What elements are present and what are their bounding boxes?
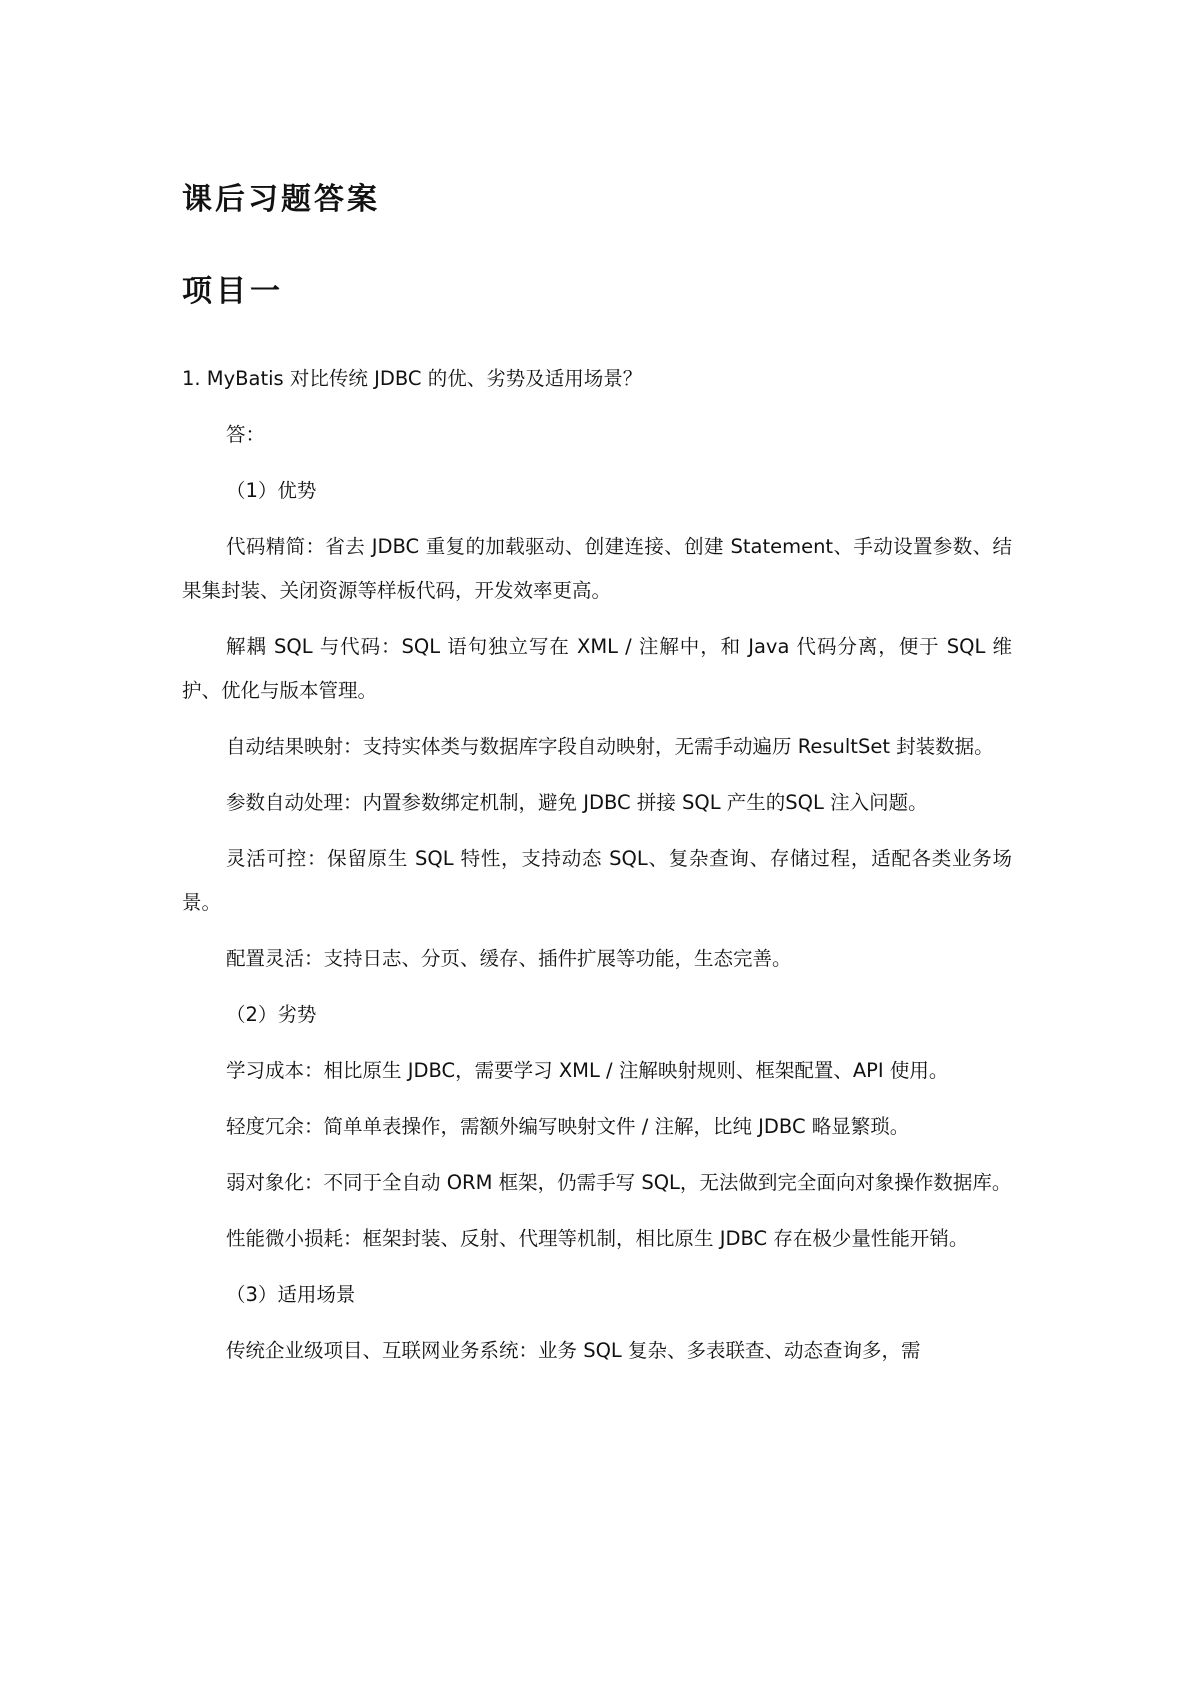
advantage-item: 解耦 SQL 与代码：SQL 语句独立写在 XML / 注解中，和 Java 代码分离，便于 SQL 维护、优化与版本管理。 <box>182 635 1012 702</box>
document-body <box>182 357 1012 1385</box>
advantage-item: 参数自动处理：内置参数绑定机制，避免 JDBC 拼接 SQL 产生的SQL 注入问题。 <box>226 791 928 814</box>
section-heading: 项目一 <box>182 274 284 309</box>
scenario-item: 传统企业级项目、互联网业务系统：业务 SQL 复杂、多表联查、动态查询多，需 <box>226 1339 921 1362</box>
scenarios-heading: （3）适用场景 <box>226 1283 356 1306</box>
advantage-item: 灵活可控：保留原生 SQL 特性，支持动态 SQL、复杂查询、存储过程，适配各类业务场景。 <box>182 847 1012 914</box>
advantage-item: 配置灵活：支持日志、分页、缓存、插件扩展等功能，生态完善。 <box>226 947 792 970</box>
disadvantages-heading: （2）劣势 <box>226 1003 317 1026</box>
advantages-heading: （1）优势 <box>226 479 317 502</box>
advantage-item: 代码精简：省去 JDBC 重复的加载驱动、创建连接、创建 Statement、手动设置参数、结果集封装、关闭资源等样板代码，开发效率更高。 <box>182 535 1012 602</box>
disadvantage-item: 弱对象化：不同于全自动 ORM 框架，仍需手写 SQL，无法做到完全面向对象操作数据库。 <box>226 1171 1012 1194</box>
disadvantage-item: 学习成本：相比原生 JDBC，需要学习 XML / 注解映射规则、框架配置、API 使用。 <box>226 1059 949 1082</box>
disadvantage-item: 性能微小损耗：框架封装、反射、代理等机制，相比原生 JDBC 存在极少量性能开销。 <box>226 1227 969 1250</box>
question-text: 1. MyBatis 对比传统 JDBC 的优、劣势及适用场景？ <box>182 367 643 390</box>
advantage-item: 自动结果映射：支持实体类与数据库字段自动映射，无需手动遍历 ResultSet 封装数据。 <box>226 735 994 758</box>
answer-label: 答： <box>226 423 266 446</box>
page-title: 课后习题答案 <box>182 182 380 217</box>
disadvantage-item: 轻度冗余：简单单表操作，需额外编写映射文件 / 注解，比纯 JDBC 略显繁琐。 <box>226 1115 910 1138</box>
